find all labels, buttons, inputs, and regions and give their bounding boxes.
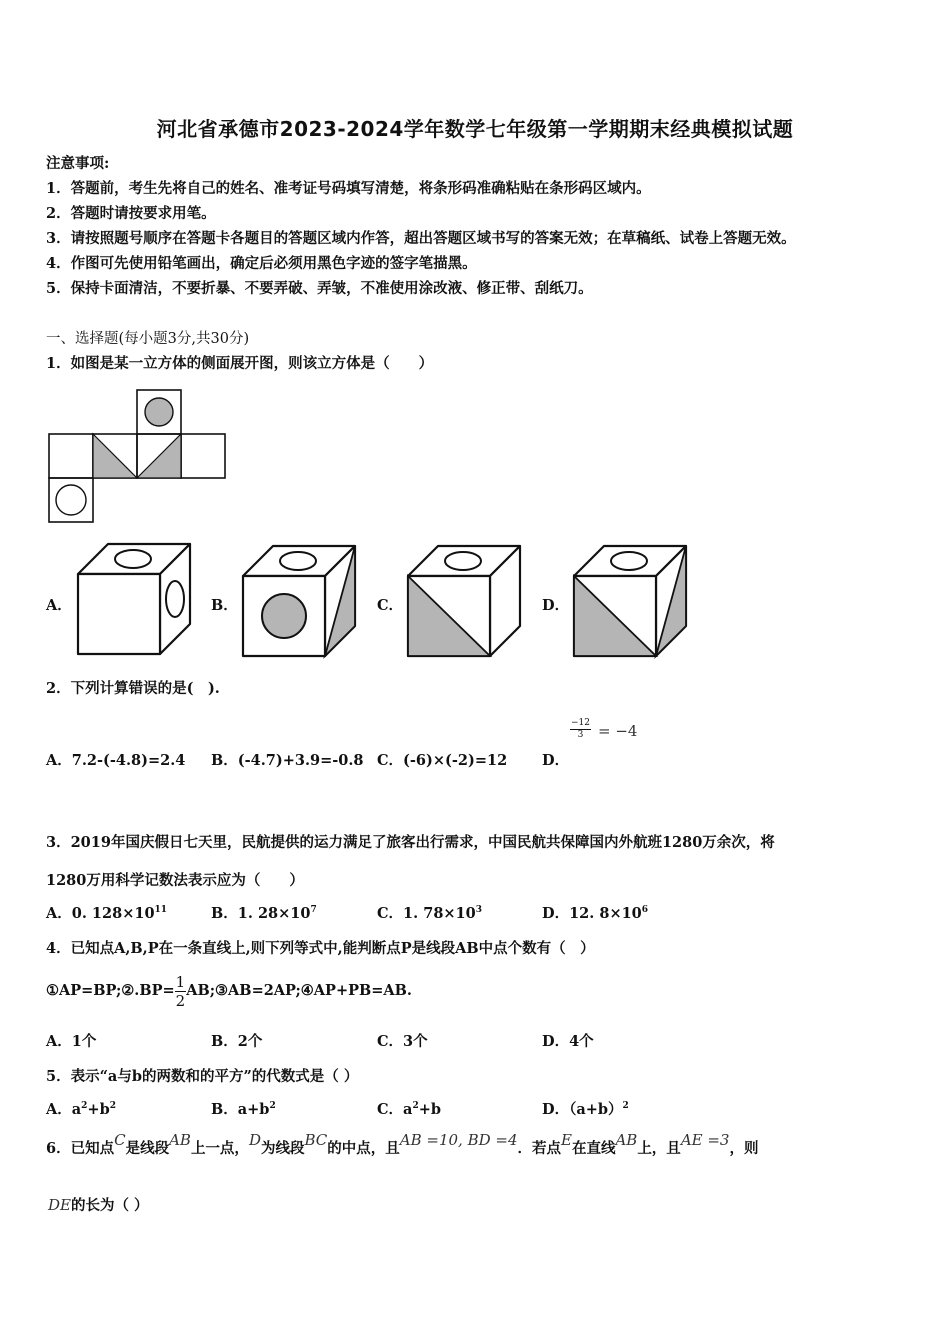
option-label: B． [211,597,238,614]
math-var: DE [48,1196,71,1214]
q6-text: 6．已知点 [46,1140,115,1157]
option-label: D． [542,597,570,614]
math-var: D [248,1131,261,1149]
option-a [46,902,167,923]
q6-text: 在直线 [571,1140,616,1157]
q6-text: 上一点， [190,1140,249,1157]
option-a: A．7.2-(-4.8)=2.4 [46,752,186,769]
notice-item: 4．作图可先使用铅笔画出，确定后必须用黑色字迹的签字笔描黑。 [46,255,477,272]
option-c: C．3个 [377,1033,428,1050]
question-6-stem [46,1131,759,1161]
cube-option-d [572,544,688,658]
option-b: B．2个 [211,1033,263,1050]
option-text: D．12. 8×10 [542,905,642,922]
question-1-stem: 1．如图是某一立方体的侧面展开图，则该立方体是（ ） [46,355,434,372]
math-var: AB [615,1131,638,1149]
option-c [377,1098,441,1119]
option-b [211,1098,276,1119]
condition-text: AB;③AB=2AP;④AP+PB=AB. [186,982,412,999]
q6-text: ，则 [729,1140,759,1157]
option-c: C．(-6)×(-2)=12 [377,752,508,769]
option-d-fraction [570,718,591,741]
question-3-line2: 1280万用科学记数法表示应为（ ） [46,872,304,889]
math-var: C [114,1131,126,1149]
option-d [542,902,648,923]
exponent: 2 [622,1101,629,1112]
exponent: 2 [412,1101,419,1112]
page-title: 河北省承德市2023-2024学年数学七年级第一学期期末经典模拟试题 [156,117,794,141]
math-var: BC [304,1131,328,1149]
option-b [211,902,317,923]
q6-text: 的长为（ ） [70,1197,149,1214]
question-2-stem: 2．下列计算错误的是( ). [46,680,220,697]
cube-option-c [406,544,522,658]
exponent: 11 [154,905,168,916]
question-4-stem: 4．已知点A,B,P在一条直线上,则下列等式中,能判断点P是线段AB中点个数有（ ） [46,940,595,957]
question-3-line1: 3．2019年国庆假日七天里，民航提供的运力满足了旅客出行需求，中国民航共保障国内外航班1280万余次，将 [46,834,775,851]
cube-net-figure [48,388,230,524]
math-var: AB [169,1131,191,1149]
option-text: C．1. 78×10 [377,905,476,922]
q6-text: 是线段 [125,1140,170,1157]
option-label: C． [377,597,404,614]
option-c [377,902,482,923]
option-a: A．1个 [46,1033,97,1050]
fraction-denominator: 3 [577,730,584,740]
exponent: 6 [641,905,649,916]
cube-option-a [76,542,192,656]
math-expression: AE =3 [680,1131,730,1149]
option-text: C．a [377,1101,413,1118]
option-d: D．4个 [542,1033,594,1050]
question-5-stem: 5．表示“a与b的两数和的平方”的代数式是（ ） [46,1068,359,1085]
notice-item: 3．请按照题号顺序在答题卡各题目的答题区域内作答，超出答题区域书写的答案无效；在草稿纸、试卷上答题无效。 [46,230,796,247]
exponent: 7 [310,905,317,916]
q6-text: 为线段 [260,1140,305,1157]
option-b: B．(-4.7)+3.9=-0.8 [211,752,364,769]
question-4-conditions [46,971,412,1011]
option-label: A． [46,597,72,614]
fraction-numerator: −12 [571,718,590,728]
option-text: B．1. 28×10 [211,905,311,922]
math-expression: AB =10, BD =4 [399,1131,518,1149]
option-text: A．0. 128×10 [46,905,155,922]
notice-item: 5．保持卡面清洁，不要折暴、不要弄破、弄皱，不准使用涂改液、修正带、刮纸刀。 [46,280,593,297]
condition-text: ①AP=BP;②.BP= [46,982,175,999]
exponent: 2 [81,1101,88,1112]
option-d-result: = −4 [598,722,638,740]
fraction-denominator: 2 [175,991,186,1010]
q6-text: ．若点 [517,1140,561,1157]
fraction-numerator: 1 [175,972,186,991]
option-text: +b [418,1101,441,1118]
notice-item: 2．答题时请按要求用笔。 [46,205,216,222]
notice-item: 1．答题前，考生先将自己的姓名、准考证号码填写清楚，将条形码准确粘贴在条形码区域内。 [46,180,651,197]
notice-heading: 注意事项: [46,155,110,172]
cube-option-b [241,544,357,658]
exponent: 2 [269,1101,276,1112]
half-fraction [175,973,187,1010]
q6-text: 上，且 [637,1140,681,1157]
option-d [542,1098,629,1119]
option-text: +b [87,1101,110,1118]
question-6-line2 [48,1194,149,1215]
q6-text: 的中点，且 [327,1140,400,1157]
math-var: E [561,1131,572,1149]
exponent: 2 [109,1101,116,1112]
option-a [46,1098,116,1119]
option-text: B．a+b [211,1101,270,1118]
option-text: D．（a+b） [542,1101,623,1118]
section-heading: 一、选择题(每小题3分,共30分) [46,331,250,347]
exponent: 3 [475,905,482,916]
option-d: D． [542,752,570,769]
option-text: A．a [46,1101,82,1118]
